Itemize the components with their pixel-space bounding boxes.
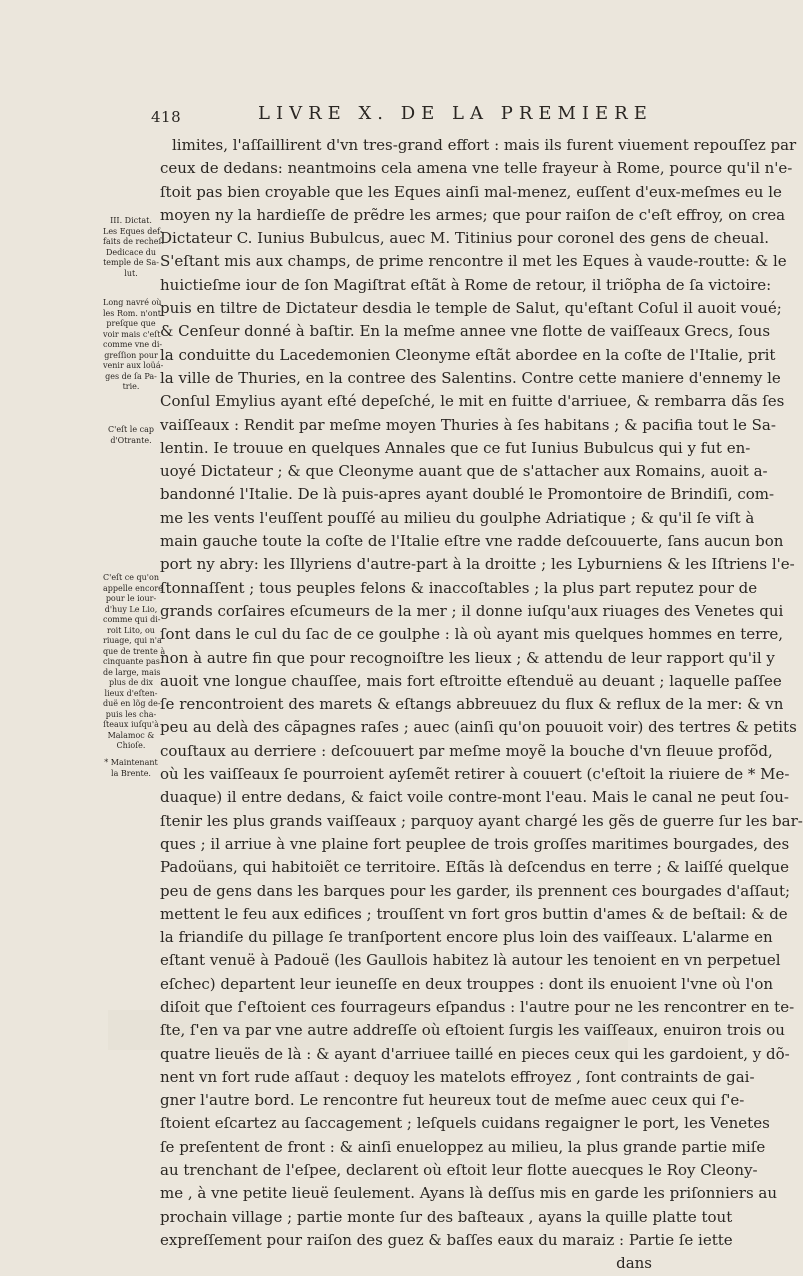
text-line: ceux de dedans: neantmoins cela amena vne telle frayeur à Rome, pource qu'il n'e-	[160, 159, 793, 178]
text-line: au trenchant de l'eſpee, declarent où eſtoit leur flotte auecques le Roy Cleony-	[160, 1161, 758, 1180]
text-line: uoyé Dictateur ; & que Cleonyme auant que de s'attacher aux Romains, auoit a-	[160, 462, 768, 481]
text-line: nent vn fort rude aſſaut : dequoy les matelots effroyez , ſont contraints de gai-	[160, 1067, 755, 1086]
margin-note-line: cinquante pas	[103, 657, 160, 666]
text-line: ſe rencontroient des marets & eſtangs abbreuuez du flux & reflux de la mer: & vn	[160, 695, 784, 714]
text-line: bandonné l'Italie. De là puis-apres ayant doublé le Promontoire de Brindiſi, com-	[160, 485, 775, 504]
text-line: limites, l'aſſaillirent d'vn tres-grand effort : mais ils furent viuement repouſſez par	[172, 136, 797, 154]
margin-note-line: venir aux loüá-	[103, 361, 164, 370]
text-line: non à autre fin que pour recognoiſtre les lieux ; & attendu de leur rapport qu'il y	[160, 648, 775, 667]
text-line: ſte, ſ'en va par vne autre addreſſe où eſtoient ſurgis les vaiſſeaux, enuiron trois ou	[160, 1021, 785, 1040]
margin-note-line: * Maintenant	[104, 758, 158, 767]
text-line: expreſſement pour raiſon des guez & baſſes eaux du maraiz : Partie ſe iette	[160, 1230, 733, 1249]
text-line: ſtenir les plus grands vaiſſeaux ; parquoy ayant chargé les gẽs de guerre ſur les bar-	[160, 811, 803, 830]
margin-note-line: riuage, qui n'a	[103, 636, 162, 645]
margin-note-line: comme vne di-	[103, 340, 163, 349]
margin-note-line: puis les cha-	[105, 709, 157, 719]
text-line: mettent le feu aux edifices ; trouſſent vn fort gros buttin d'ames & de beſtail: & de	[160, 904, 788, 923]
margin-note-line: temple de Sa-	[103, 258, 159, 267]
text-line: Dictateur C. Iunius Bubulcus, auec M. Titinius pour coronel des gens de cheual.	[160, 229, 770, 248]
margin-note-line: pour le iour-	[105, 594, 157, 603]
margin-note-line: la Brente.	[111, 768, 151, 778]
margin-note-line: plus de dix	[108, 678, 154, 687]
text-line: Conſul Emylius ayant eſté depeſché, le mit en fuitte d'arriuee, & rembarra dãs ſes	[160, 392, 785, 411]
text-line: gner l'autre bord. Le rencontre fut heureux tout de meſme auec ceux qui ſ'e-	[160, 1091, 745, 1110]
text-line: & Cenſeur donné à baſtir. En la meſme annee vne flotte de vaiſſeaux Grecs, ſous	[160, 322, 771, 341]
text-line: la conduitte du Lacedemonien Cleonyme eſtãt abordee en la coſte de l'Italie, prit	[160, 345, 776, 364]
margin-note-line: lut.	[124, 268, 138, 278]
text-line: prochain village ; partie monte ſur des baſteaux , ayans la quille platte tout	[160, 1207, 733, 1226]
text-line: diſoit que ſ'eſtoient ces fourrageurs eſpandus : l'autre pour ne les rencontrer en te-	[160, 997, 795, 1016]
text-line: ſtoient eſcartez au ſaccagement ; leſquels cuidans regaigner le port, les Venetes	[160, 1114, 770, 1133]
text-line: main gauche toute la coſte de l'Italie eſtre vne radde deſcouuerte, ſans aucun bon	[160, 532, 784, 551]
text-line: moyen ny la hardieſſe de prẽdre les armes; que pour raiſon de c'eſt effroy, on crea	[160, 205, 786, 224]
text-line: couſtaux au derriere : deſcouuert par meſme moyẽ la bouche d'vn fleuue profõd,	[160, 741, 773, 760]
text-line: ſe preſentent de front : & ainſi enueloppez au milieu, la plus grande partie miſe	[160, 1137, 766, 1156]
margin-note-line: Long navré où	[103, 298, 162, 307]
margin-note-line: Malamoc &	[107, 730, 155, 740]
margin-note-line: greſſion pour	[104, 350, 158, 360]
margin-note-line: faits de recheſ.	[103, 237, 164, 246]
text-line: port ny abry: les Illyriens d'autre-part à la droitte ; les Lyburniens & les Iſtriens l'e-	[160, 555, 795, 574]
text-line: ques ; il arriue à vne plaine fort peuplee de trois groſſes maritimes bourgades, des	[160, 834, 790, 853]
text-line: eſtant venuë à Padouë (les Gaullois habitez là autour les tenoient en vn perpetuel	[160, 951, 781, 970]
margin-note-line: ges de ſa Pa-	[105, 371, 157, 381]
text-line: peu de gens dans les barques pour les garder, ils prennent ces bourgades d'aſſaut;	[160, 881, 791, 900]
margin-note-line: C'eſt ce qu'on	[103, 573, 159, 582]
margin-note-line: roit Lito, ou	[107, 625, 155, 635]
text-line: grands corſaires eſcumeurs de la mer ; il donne iuſqu'aux riuages des Venetes qui	[160, 601, 784, 620]
margin-note-digression	[103, 298, 164, 393]
margin-note-line: d'huy Le Lio,	[104, 604, 158, 614]
margin-note-line: les Rom. n'ont	[103, 308, 161, 318]
margin-note-line: comme qui di-	[103, 615, 161, 624]
text-line: duaque) il entre dedans, & faict voile contre-mont l'eau. Mais le canal ne peut ſou-	[160, 788, 789, 807]
text-line: la ville de Thuries, en la contree des Salentins. Contre cette maniere d'ennemy le	[160, 368, 781, 387]
margin-note-dictator	[103, 216, 164, 279]
text-line: ſont dans le cul du ſac de ce goulphe : là où ayant mis quelques hommes en terre,	[160, 625, 784, 644]
text-line: peu au delà des cãpagnes raſes ; auec (ainſi qu'on pouuoit voir) des tertres & petits	[160, 718, 797, 737]
text-line: la friandiſe du pillage ſe tranſportent encore plus loin des vaiſſeaux. L'alarme en	[160, 928, 773, 947]
margin-note-line: voir mais c'eſt	[103, 329, 161, 339]
text-line: quatre lieuës de là : & ayant d'arriuee taillé en pieces ceux qui les gardoient, y dõ-	[160, 1044, 790, 1063]
margin-note-line: ſteaux iuſqu'à	[103, 720, 159, 729]
margin-note-line: appelle encore	[103, 583, 163, 593]
text-line: dans	[616, 1254, 652, 1273]
text-line: vaiſſeaux : Rendit par meſme moyen Thuries à ſes habitans ; & pacifia tout le Sa-	[160, 415, 776, 434]
margin-note-line: lieux d'eſten-	[104, 688, 158, 698]
text-line: auoit vne longue chauſſee, mais fort eſtroitte eſtenduë au deuant ; laquelle paſſee	[160, 671, 782, 690]
text-line: me , à vne petite lieuë ſeulement. Ayans là deſſus mis en garde les priſonniers au	[160, 1184, 778, 1203]
margin-note-line: Les Eques def-	[103, 226, 163, 236]
margin-note-line: C'eſt le cap	[108, 425, 154, 434]
margin-note-cape-otranto	[103, 425, 159, 446]
text-line: où les vaiſſeaux ſe pourroient ayſemẽt retirer à couuert (c'eſtoit la riuiere de * Me-	[160, 765, 790, 784]
text-line: huictieſme iour de ſon Magiſtrat eſtãt à Rome de retour, il triõpha de ſa victoire:	[160, 275, 772, 294]
text-line: puis en tiltre de Dictateur desdia le temple de Salut, qu'eſtant Coſul il auoit voué;	[160, 299, 782, 318]
margin-note-line: preſque que	[106, 319, 156, 328]
margin-note-line: Dedicace du	[105, 247, 157, 257]
margin-note-line: que de trente à	[103, 646, 166, 656]
text-line: me les vents l'euſſent pouſſé au milieu du goulphe Adriatique ; & qu'il ſe viſt à	[160, 508, 755, 527]
margin-note-lido	[103, 573, 166, 752]
body-text	[160, 134, 803, 1276]
text-line: Padoüans, qui habitoiẽt ce territoire. Eſtãs là deſcendus en terre ; & laiſſé quelque	[160, 858, 790, 877]
text-line: ſtoit pas bien croyable que les Eques ainſi mal-menez, euſſent d'eux-meſmes eu le	[160, 182, 782, 201]
margin-note-line: III. Dictat.	[110, 216, 152, 225]
margin-note-brenta	[103, 758, 159, 779]
text-line: lentin. Ie trouue en quelques Annales que ce fut Iunius Bubulcus qui y fut en-	[160, 438, 751, 457]
text-line: S'eſtant mis aux champs, de prime rencontre il met les Eques à vaude-routte: & le	[160, 252, 787, 271]
margin-note-line: duë en lõg de-	[103, 699, 161, 708]
text-line: eſchec) departent leur ieuneſſe en deux trouppes : dont ils enuoient l'vne où l'on	[160, 974, 774, 993]
running-title: LIVRE X. DE LA PREMIERE	[258, 103, 653, 124]
margin-note-line: d'Otrante.	[110, 435, 152, 445]
margin-note-line: trie.	[122, 382, 140, 391]
text-line: ſtonnaſſent ; tous peuples felons & inaccoſtables ; la plus part reputez pour de	[160, 578, 758, 597]
margin-note-line: Chioſe.	[116, 741, 146, 750]
margin-note-line: de large, mais	[103, 667, 161, 677]
page-number: 418	[151, 108, 182, 126]
